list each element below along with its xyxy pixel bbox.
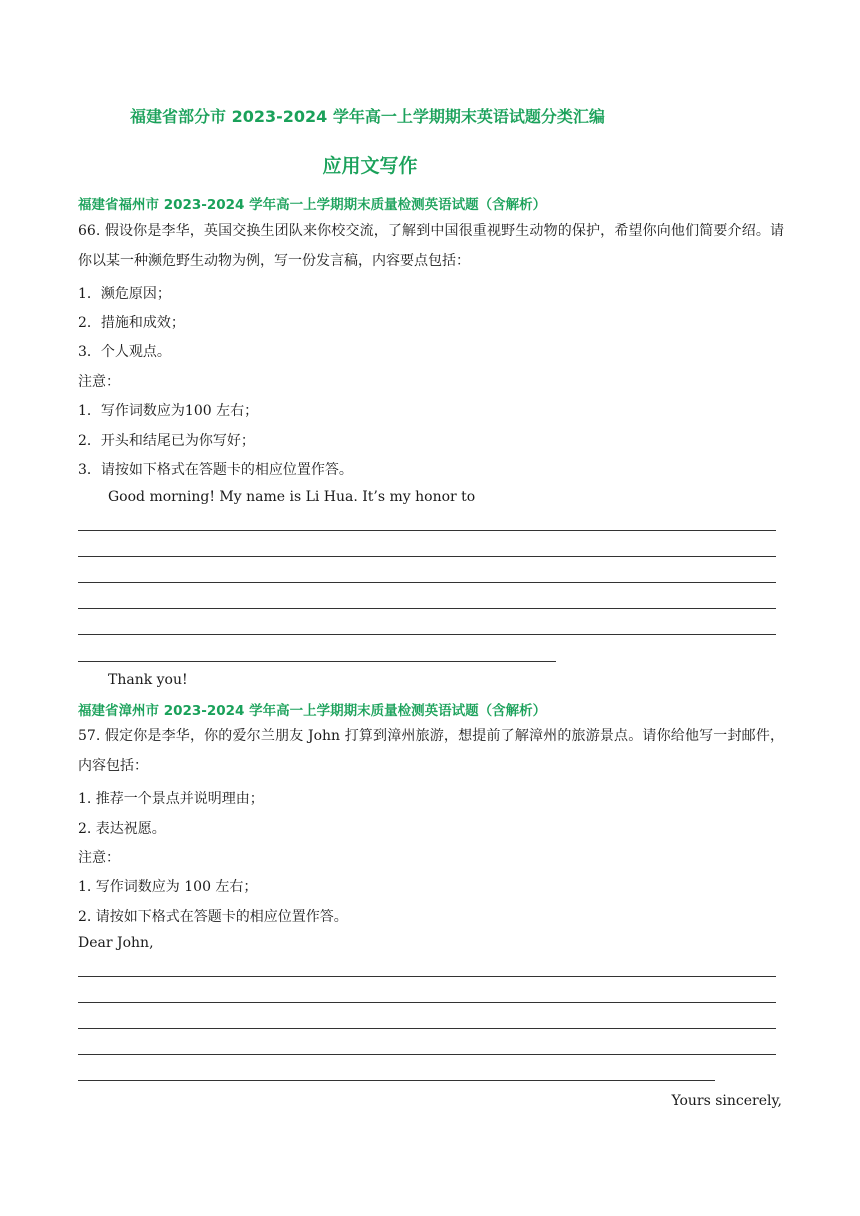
question-1-note-2: 2．开头和结尾已为你写好； <box>78 433 255 449</box>
question-2-prompt: 57. 假定你是李华，你的爱尔兰朋友 John 打算到漳州旅游，想提前了解漳州的旅游景点。请你给他写一封邮件，内容包括： <box>78 728 784 774</box>
answer-line <box>78 1080 715 1081</box>
question-1-point-1: 1．濒危原因； <box>78 286 171 302</box>
answer-line <box>78 661 556 662</box>
question-2-signoff: Yours sincerely, <box>671 1093 782 1109</box>
answer-line <box>78 1054 776 1055</box>
question-1-point-2: 2．措施和成效； <box>78 315 185 331</box>
answer-line <box>78 582 776 583</box>
question-1-closing: Thank you! <box>108 672 188 688</box>
answer-line <box>78 608 776 609</box>
question-2-note-1: 1. 写作词数应为 100 左右； <box>78 879 258 895</box>
question-1-note-1: 1．写作词数应为100 左右； <box>78 403 259 419</box>
question-2-note-2: 2. 请按如下格式在答题卡的相应位置作答。 <box>78 909 348 925</box>
answer-line <box>78 634 776 635</box>
question-1-point-3: 3．个人观点。 <box>78 344 171 360</box>
question-2-note-label: 注意： <box>78 850 120 866</box>
answer-line <box>78 556 776 557</box>
question-1-prompt: 66. 假设你是李华，英国交换生团队来你校交流，了解到中国很重视野生动物的保护，希望你向他们简要介绍。请你以某一种濒危野生动物为例，写一份发言稿，内容要点包括： <box>78 223 784 269</box>
section-title: 应用文写作 <box>322 155 418 177</box>
document-title: 福建省部分市 2023-2024 学年高一上学期期末英语试题分类汇编 <box>130 107 605 126</box>
question-2-point-2: 2. 表达祝愿。 <box>78 821 166 837</box>
answer-line <box>78 530 776 531</box>
answer-line <box>78 1028 776 1029</box>
answer-line <box>78 976 776 977</box>
answer-line <box>78 1002 776 1003</box>
question-1-note-3: 3．请按如下格式在答题卡的相应位置作答。 <box>78 462 353 478</box>
question-1-note-label: 注意： <box>78 374 120 390</box>
question-2-point-1: 1. 推荐一个景点并说明理由； <box>78 791 264 807</box>
question-1-opening: Good morning! My name is Li Hua. It’s my honor to <box>108 489 476 505</box>
question-2-salutation: Dear John, <box>78 935 154 951</box>
question-1-source: 福建省福州市 2023-2024 学年高一上学期期末质量检测英语试题（含解析） <box>78 197 547 213</box>
question-2-source: 福建省漳州市 2023-2024 学年高一上学期期末质量检测英语试题（含解析） <box>78 703 547 719</box>
